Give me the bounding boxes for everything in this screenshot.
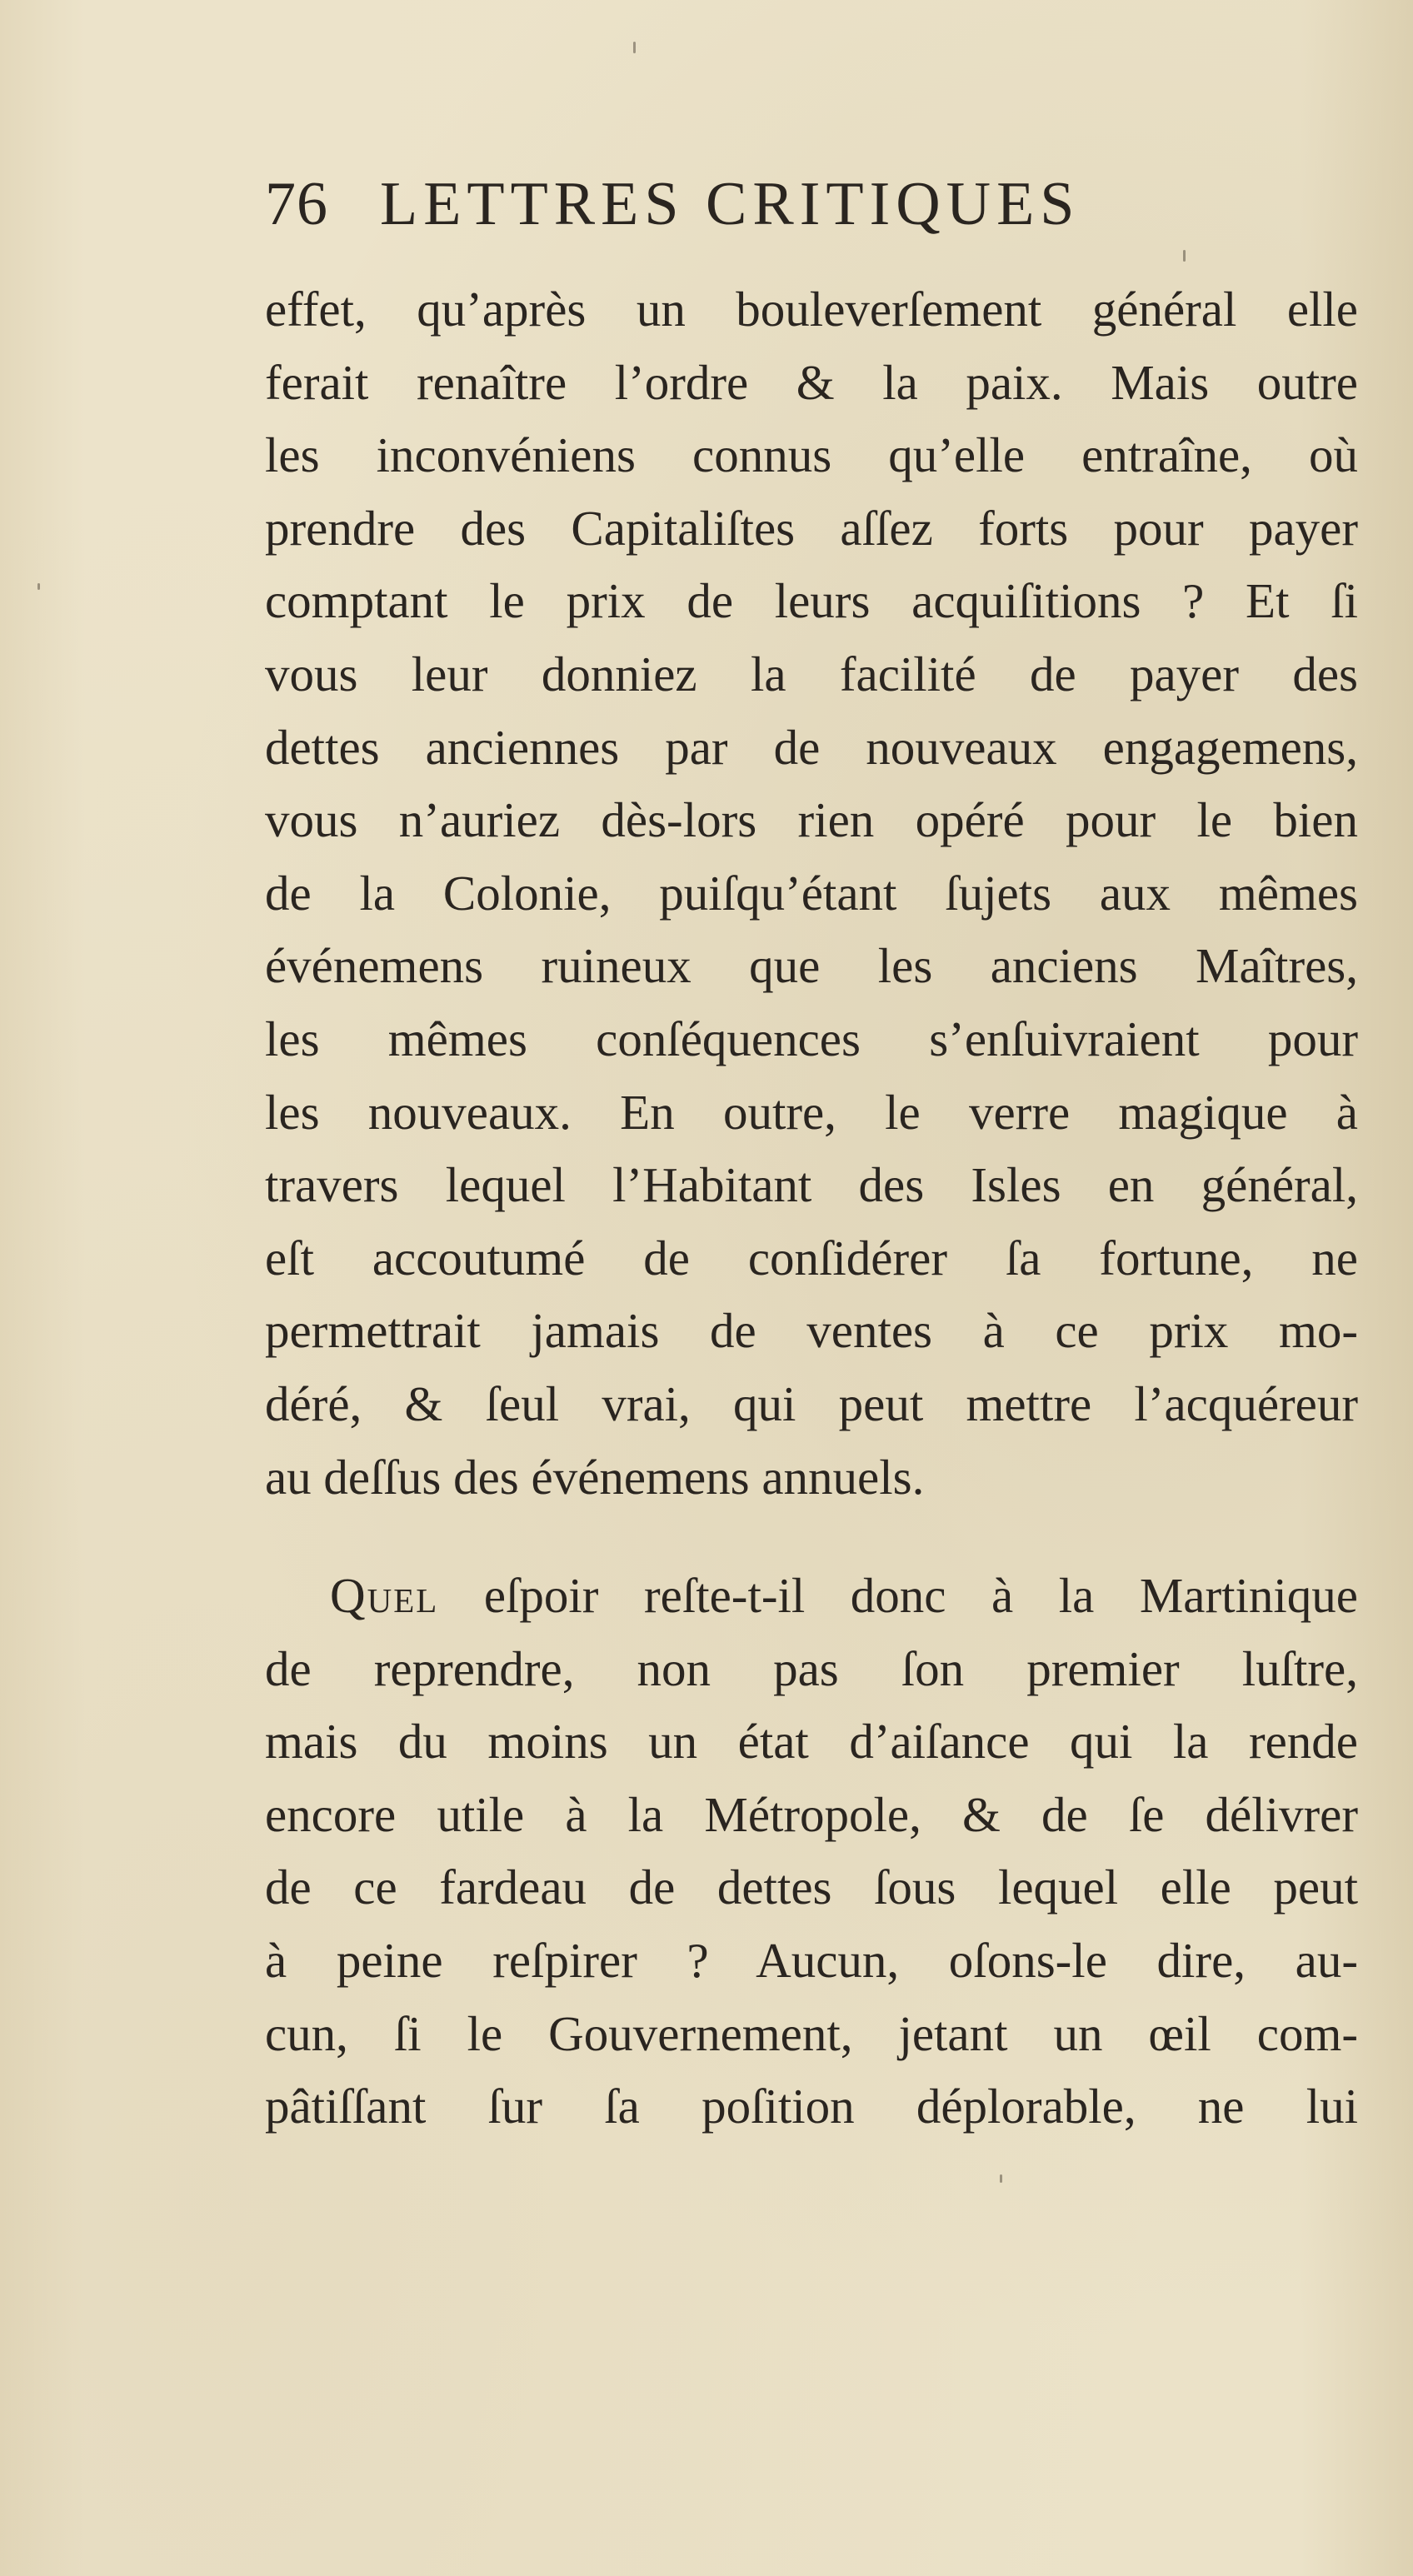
paper-speck (1183, 250, 1186, 262)
text-line: travers lequel l’Habitant des Isles en général, (265, 1157, 1358, 1213)
opening-word: Quel (330, 1568, 439, 1623)
page-header (265, 167, 1240, 242)
text-line: à peine reſpirer ? Aucun, oſons-le dire, au- (265, 1932, 1358, 1988)
text-line: permettrait jamais de ventes à ce prix mo- (265, 1303, 1358, 1359)
text-line: événemens ruineux que les anciens Maîtres, (265, 938, 1358, 994)
text-line: les nouveaux. En outre, le verre magique à (265, 1084, 1358, 1140)
running-head: LETTRES CRITIQUES (380, 170, 1081, 238)
text-line: pâtiſſant ſur ſa poſition déplorable, ne lui (265, 2079, 1358, 2134)
text-line: les mêmes conſéquences s’enſuivraient pour (265, 1011, 1358, 1066)
paper-speck (633, 42, 636, 53)
text-line: eſt accoutumé de conſidérer ſa fortune, ne (265, 1230, 1358, 1286)
text-line: comptant le prix de leurs acquiſitions ? Et ſi (265, 573, 1358, 629)
text-line: ferait renaître l’ordre & la paix. Mais outre (265, 354, 1358, 410)
text-line: vous n’auriez dès-lors rien opéré pour le bien (265, 792, 1358, 848)
paper-speck (1000, 2174, 1002, 2183)
text-line: vous leur donniez la facilité de payer des (265, 646, 1358, 701)
text-line: de ce fardeau de dettes ſous lequel elle peut (265, 1860, 1358, 1915)
text-line: de la Colonie, puiſqu’étant ſujets aux mêmes (265, 865, 1358, 921)
first-line-rest: eſpoir reſte-t-il donc à la Martinique (438, 1568, 1358, 1623)
text-line-first (265, 1560, 1358, 1633)
text-line: de reprendre, non pas ſon premier luſtre, (265, 1640, 1358, 1696)
text-line: déré, & ſeul vrai, qui peut mettre l’acquéreur (265, 1375, 1358, 1431)
text-line: au deſſus des événemens annuels. (265, 1449, 925, 1505)
page-number: 76 (265, 170, 328, 238)
text-line: encore utile à la Métropole, & de ſe délivrer (265, 1786, 1358, 1842)
text-line: prendre des Capitaliſtes aſſez forts pour payer (265, 500, 1358, 556)
paper-speck (37, 583, 40, 590)
paragraph-2 (265, 1560, 1358, 2144)
text-line: les inconvéniens connus qu’elle entraîne, où (265, 427, 1358, 483)
text-line: mais du moins un état d’aiſance qui la rende (265, 1714, 1358, 1770)
text-line: effet, qu’après un bouleverſement général elle (265, 282, 1358, 337)
text-line: cun, ſi le Gouvernement, jetant un œil com- (265, 2005, 1358, 2061)
text-line: dettes anciennes par de nouveaux engagemens, (265, 719, 1358, 775)
paragraph-1 (265, 273, 1358, 1514)
